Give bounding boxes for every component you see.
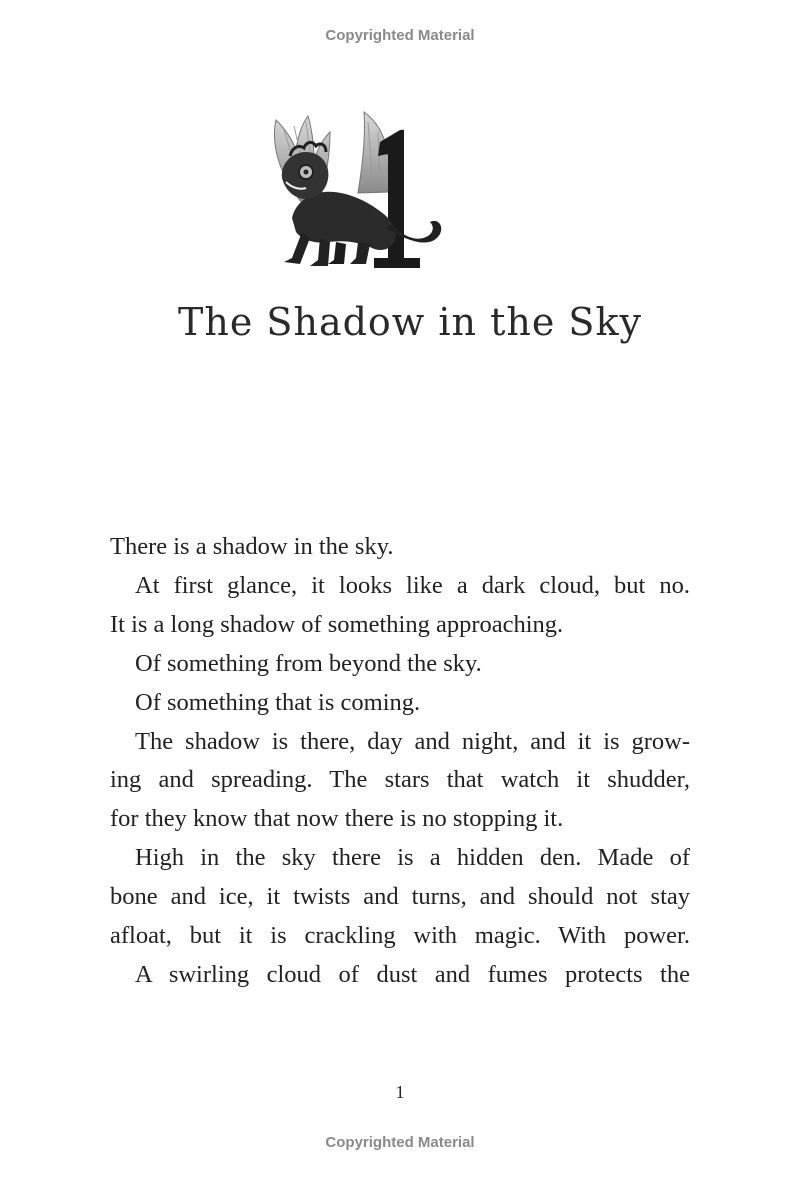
copyright-watermark-top: Copyrighted Material xyxy=(325,27,475,44)
body-line: There is a shadow in the sky. xyxy=(110,533,394,560)
body-line: High in the sky there is a hidden den. Made of xyxy=(135,844,690,872)
griffin-creature-icon xyxy=(282,142,441,266)
body-line: The shadow is there, day and night, and it is grow- xyxy=(135,727,690,755)
body-line: bone and ice, it twists and turns, and should not stay xyxy=(110,883,690,911)
chapter-number-illustration xyxy=(262,108,452,273)
body-line: At first glance, it looks like a dark cloud, but no. xyxy=(135,571,690,599)
body-line: Of something from beyond the sky. xyxy=(135,649,482,677)
page-number: 1 xyxy=(395,1082,405,1102)
chapter-title: The Shadow in the Sky xyxy=(178,300,642,344)
body-line: Of something that is coming. xyxy=(135,688,421,716)
body-line: It is a long shadow of something approaching. xyxy=(110,610,564,638)
body-line: afloat, but it is crackling with magic. With power. xyxy=(110,922,690,950)
body-line: A swirling cloud of dust and fumes protects the xyxy=(135,960,690,988)
body-line: ing and spreading. The stars that watch it shudder, xyxy=(110,766,690,794)
chapter-body-text xyxy=(110,528,690,995)
body-line: for they know that now there is no stopping it. xyxy=(110,805,564,833)
copyright-watermark-bottom: Copyrighted Material xyxy=(325,1134,475,1151)
